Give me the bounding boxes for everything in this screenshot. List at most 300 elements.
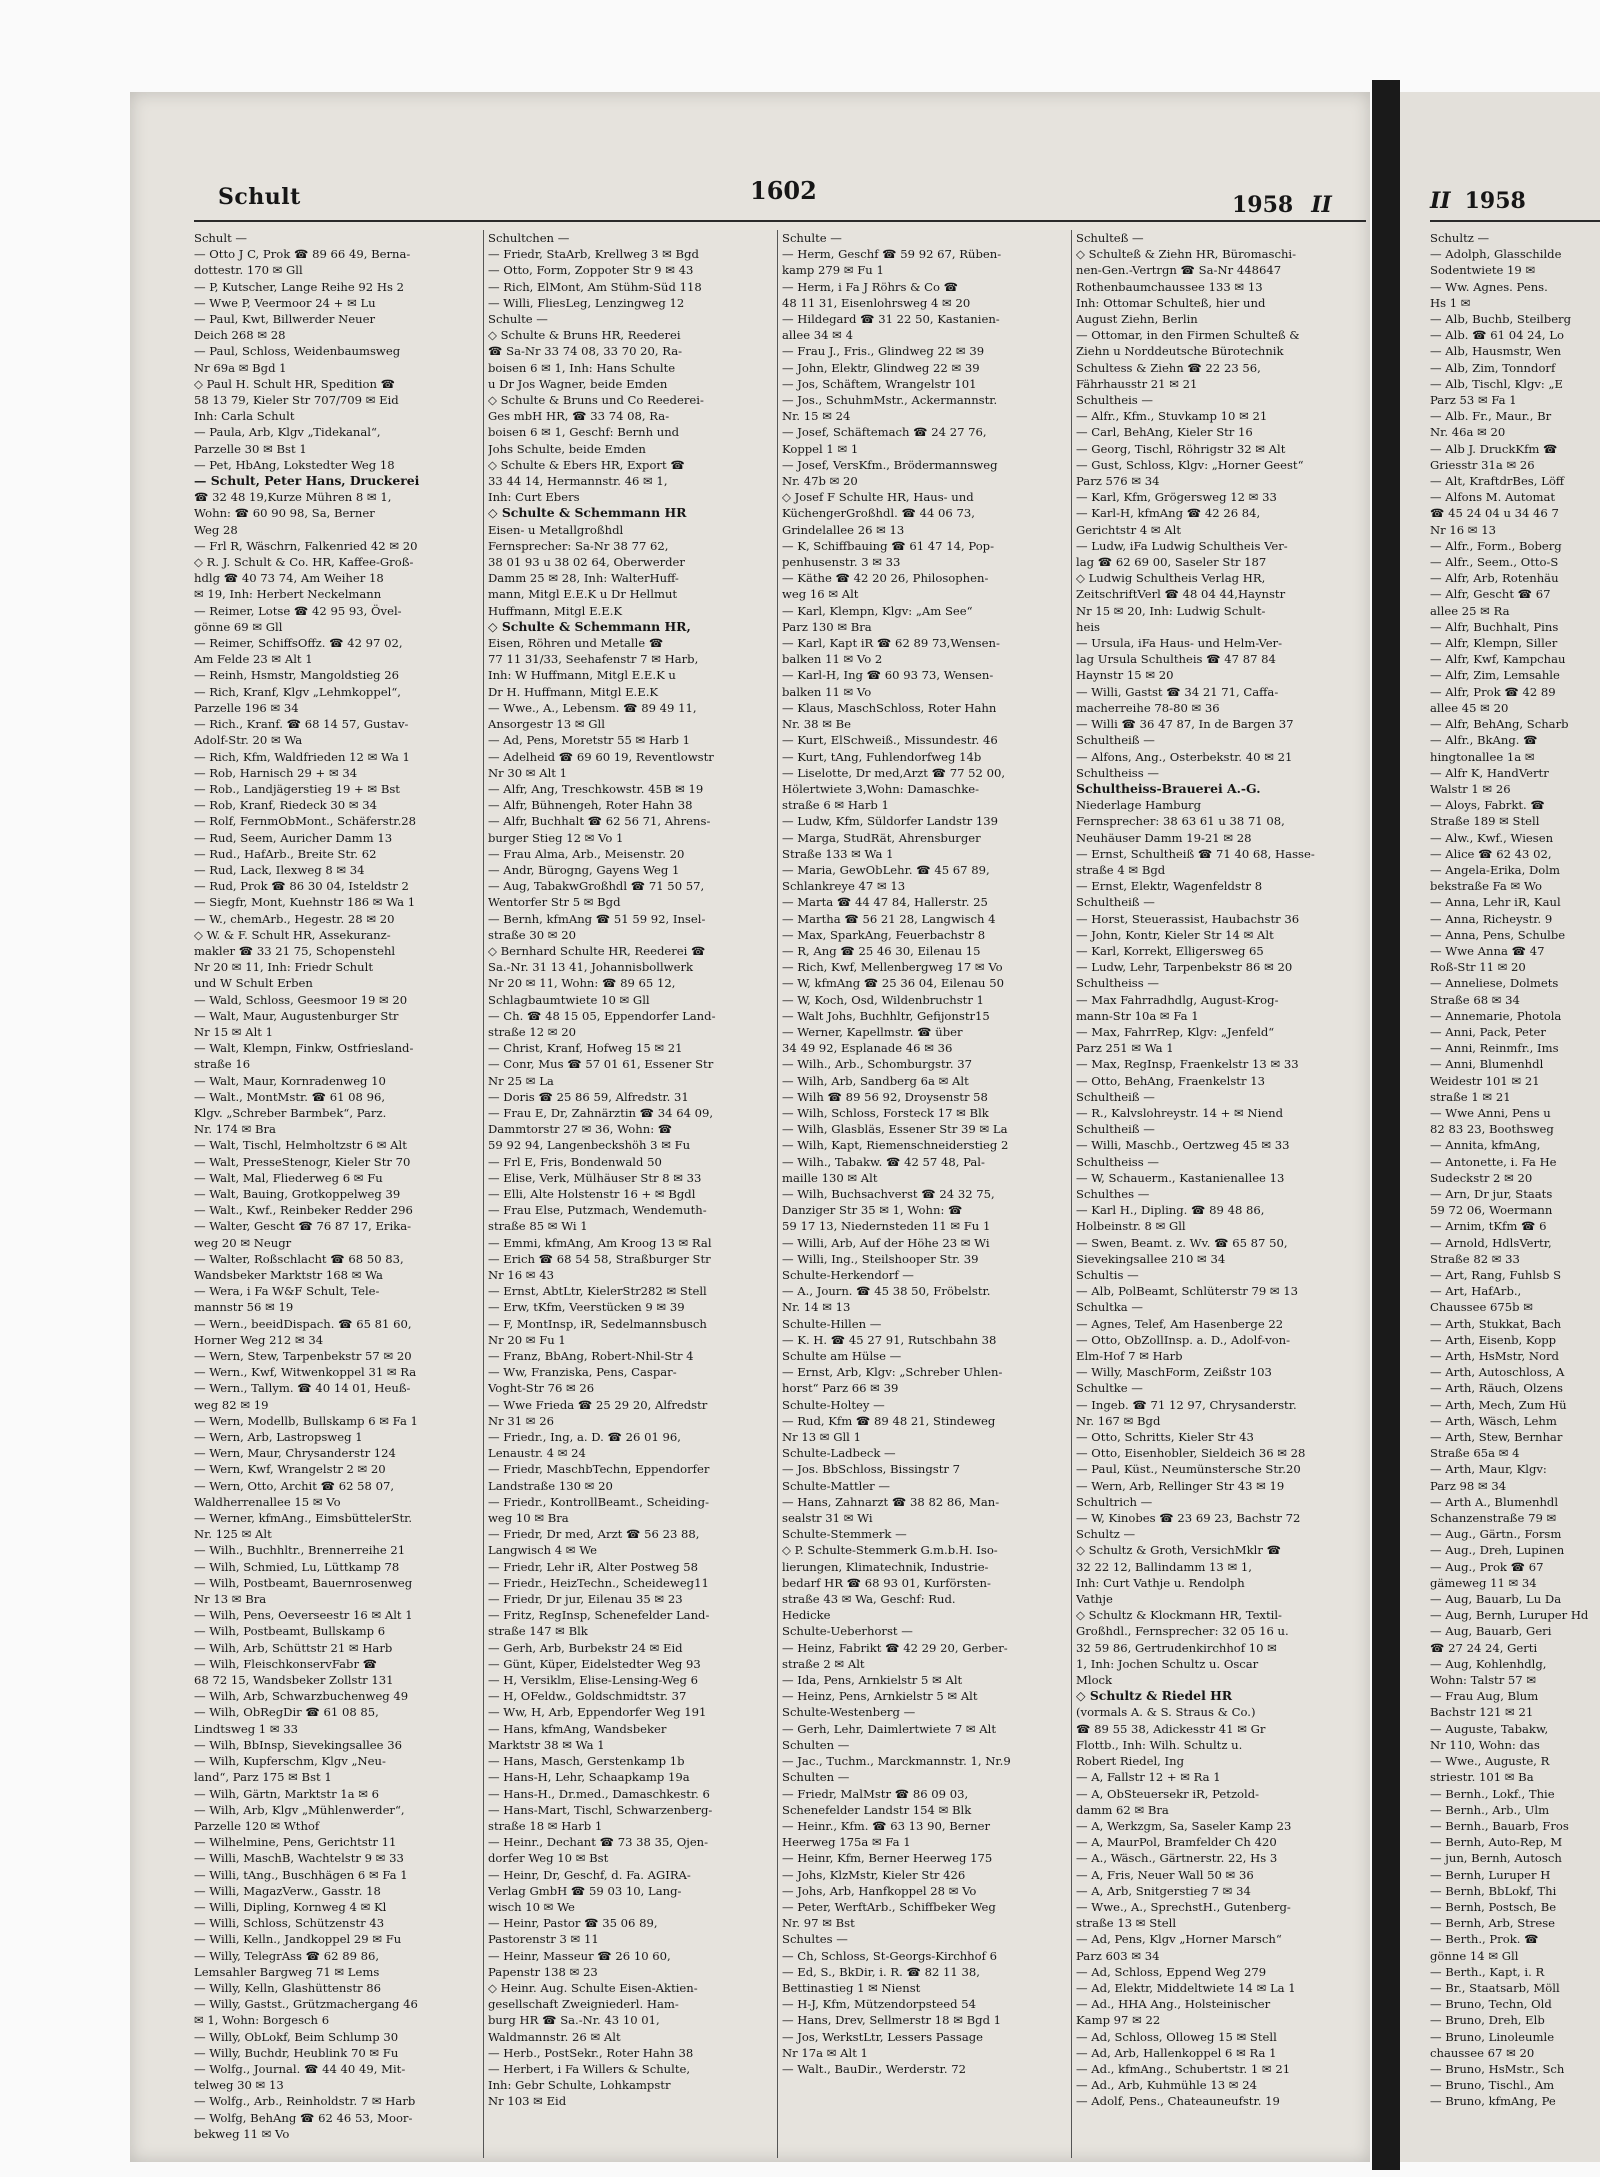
directory-entry-line: — Wilh, Kupferschm, Klgv „Neu-	[194, 1754, 386, 1769]
directory-entry-line: Adolf-Str. 20 ✉ Wa	[194, 733, 303, 748]
directory-entry-line: — Wilh., Tabakw. ☎ 42 57 48, Pal-	[782, 1154, 985, 1169]
facing-entry-line: — Br., Staatsarb, Möll	[1430, 1980, 1560, 1995]
facing-entry-line: — Art, HafArb.,	[1430, 1284, 1522, 1299]
directory-entry-line: lag ☎ 62 69 00, Saseler Str 187	[1076, 555, 1267, 570]
facing-entry-line: Straße 189 ✉ Stell	[1430, 814, 1540, 829]
directory-entry-line: Ges mbH HR, ☎ 33 74 08, Ra-	[488, 409, 670, 424]
directory-entry-line: Robert Riedel, Ing	[1076, 1754, 1185, 1769]
directory-entry-line: Nr. 97 ✉ Bst	[782, 1916, 855, 1931]
facing-entry-line: — Bruno, Dreh, Elb	[1430, 2013, 1545, 2028]
directory-entry-line: — Kurt, tAng, Fuhlendorfweg 14b	[782, 749, 982, 764]
directory-entry-line: — Karl-H, kfmAng ☎ 42 26 84,	[1076, 506, 1261, 521]
directory-entry-line: — Jos, WerkstLtr, Lessers Passage	[782, 2029, 984, 2044]
directory-entry-line: — Willi ☎ 36 47 87, In de Bargen 37	[1076, 717, 1294, 732]
directory-entry-line: — Wolfg., Arb., Reinholdstr. 7 ✉ Harb	[194, 2094, 416, 2109]
directory-entry-line: — Willi, MaschB, Wachtelstr 9 ✉ 33	[194, 1851, 404, 1866]
facing-entry-line: allee 45 ✉ 20	[1430, 700, 1509, 715]
directory-entry-line: boisen 6 ✉ 1, Inh: Hans Schulte	[488, 360, 676, 375]
facing-entry-line: — Bruno, Tischl., Am	[1430, 2078, 1555, 2093]
directory-entry-line: — Jos., SchuhmMstr., Ackermannstr.	[782, 393, 998, 408]
directory-entry-line: — Wern, Kwf, Wrangelstr 2 ✉ 20	[194, 1462, 386, 1477]
directory-entry-line: Nr 20 ✉ Fu 1	[488, 1332, 566, 1347]
directory-entry-line: Fernsprecher: 38 63 61 u 38 71 08,	[1076, 814, 1285, 829]
column-1	[194, 230, 478, 2158]
directory-entry-line: Sievekingsallee 210 ✉ 34	[1076, 1251, 1226, 1266]
directory-entry-line: Nr. 174 ✉ Bra	[194, 1122, 276, 1137]
directory-entry-line: — Wilh, Arb, Sandberg 6a ✉ Alt	[782, 1073, 969, 1088]
directory-entry-line: Horner Weg 212 ✉ 34	[194, 1332, 324, 1347]
directory-entry-line: — Willi, Dipling, Kornweg 4 ✉ Kl	[194, 1899, 387, 1914]
directory-entry-line: — Ursula, iFa Haus- und Helm-Ver-	[1076, 636, 1283, 651]
directory-entry-line: Inh: Curt Ebers	[488, 490, 580, 505]
directory-entry-line: Schlankreye 47 ✉ 13	[782, 879, 906, 894]
directory-entry-line: Nr 69a ✉ Bgd 1	[194, 360, 287, 375]
directory-entry-line: straße 16	[194, 1057, 251, 1072]
directory-entry-line: — Frau E, Dr, Zahnärztin ☎ 34 64 09,	[488, 1105, 714, 1120]
directory-entry-line: — A, MaurPol, Bramfelder Ch 420	[1076, 1835, 1277, 1850]
directory-entry-line: — Doris ☎ 25 86 59, Alfredstr. 31	[488, 1089, 689, 1104]
directory-entry-line: Parzelle 30 ✉ Bst 1	[194, 441, 307, 456]
directory-entry-line: Schultheiß —	[1076, 1089, 1155, 1104]
directory-entry-line: — Wilh, Postbeamt, Bauernrosenweg	[194, 1575, 413, 1590]
directory-entry-line: allee 34 ✉ 4	[782, 328, 853, 343]
facing-entry-line: — Frau Aug, Blum	[1430, 1689, 1539, 1704]
directory-entry-line: — Marta ☎ 44 47 84, Hallerstr. 25	[782, 895, 988, 910]
directory-entry-line: Schultis —	[1076, 1268, 1139, 1282]
directory-entry-line: Inh: W Huffmann, Mitgl E.E.K u	[488, 668, 676, 683]
directory-entry-line: — Ww, Franziska, Pens, Caspar-	[488, 1365, 677, 1380]
directory-entry-line: Schultheiss-Brauerei A.-G.	[1076, 780, 1261, 796]
directory-entry-line: — Wolfg., Journal. ☎ 44 40 49, Mit-	[194, 2061, 406, 2076]
facing-entry-line: — Anna, Lehr iR, Kaul	[1430, 895, 1561, 910]
directory-entry-line: — A, Werkzgm, Sa, Saseler Kamp 23	[1076, 1818, 1292, 1833]
facing-entry-line: — Annita, kfmAng,	[1430, 1138, 1541, 1153]
directory-entry-line: Dammtorstr 27 ✉ 36, Wohn: ☎	[488, 1122, 673, 1137]
directory-entry-line: — Hans, Drev, Sellmerstr 18 ✉ Bgd 1	[782, 2013, 1002, 2028]
directory-entry-line: — Ernst, Elektr, Wagenfeldstr 8	[1076, 879, 1263, 894]
directory-entry-line: Großhdl., Fernsprecher: 32 05 16 u.	[1076, 1624, 1289, 1639]
directory-entry-line: August Ziehn, Berlin	[1076, 312, 1198, 327]
directory-entry-line: — Wilh, Kapt, Riemenschneiderstieg 2	[782, 1138, 1009, 1153]
facing-entry-line: striestr. 101 ✉ Ba	[1430, 1770, 1534, 1785]
directory-entry-line: Ziehn u Norddeutsche Bürotechnik	[1076, 344, 1284, 359]
facing-entry-line: — Alb J. DruckKfm ☎	[1430, 441, 1558, 456]
directory-entry-line: straße 6 ✉ Harb 1	[782, 798, 889, 813]
directory-entry-line: — Adelheid ☎ 69 60 19, Reventlowstr	[488, 749, 714, 764]
directory-entry-line: — A., Wäsch., Gärtnerstr. 22, Hs 3	[1076, 1851, 1278, 1866]
facing-entry-line: — Aug., Prok ☎ 67	[1430, 1559, 1544, 1574]
facing-entry-line: — Arth A., Blumenhdl	[1430, 1494, 1559, 1509]
facing-entry-line: — Anni, Blumenhdl	[1430, 1057, 1544, 1072]
facing-entry-line: — Anna, Pens, Schulbe	[1430, 927, 1566, 942]
directory-entry-line: Parz 603 ✉ 34	[1076, 1948, 1160, 1963]
directory-entry-line: Lindtsweg 1 ✉ 33	[194, 1721, 299, 1736]
directory-entry-line: — Christ, Kranf, Hofweg 15 ✉ 21	[488, 1041, 683, 1056]
directory-entry-line: — John, Kontr, Kieler Str 14 ✉ Alt	[1076, 927, 1274, 942]
directory-entry-line: Danziger Str 35 ✉ 1, Wohn: ☎	[782, 1203, 963, 1218]
directory-entry-line: weg 82 ✉ 19	[194, 1397, 269, 1412]
directory-entry-line: Nr 13 ✉ Bra	[194, 1592, 267, 1607]
directory-entry-line: — Rud, Prok ☎ 86 30 04, Isteldstr 2	[194, 879, 409, 894]
directory-entry-line: Neuhäuser Damm 19-21 ✉ 28	[1076, 830, 1252, 845]
directory-entry-line: — Rich., Kranf. ☎ 68 14 57, Gustav-	[194, 717, 409, 732]
directory-entry-line: straße 2 ✉ Alt	[782, 1656, 865, 1671]
facing-entry-line: — Bernh, Auto-Rep, M	[1430, 1835, 1563, 1850]
directory-entry-line: ◇ Schultz & Klockmann HR, Textil-	[1076, 1608, 1282, 1623]
directory-entry-line: — Erw, tKfm, Veerstücken 9 ✉ 39	[488, 1300, 685, 1315]
directory-entry-line: — Willy, ObLokf, Beim Schlump 30	[194, 2029, 399, 2044]
directory-entry-line: horst“ Parz 66 ✉ 39	[782, 1381, 899, 1396]
directory-entry-line: — Agnes, Telef, Am Hasenberge 22	[1076, 1316, 1284, 1331]
directory-entry-line: — Frau J., Fris., Glindweg 22 ✉ 39	[782, 344, 985, 359]
directory-entry-line: — Martha ☎ 56 21 28, Langwisch 4	[782, 911, 996, 926]
directory-entry-line: Rothenbaumchaussee 133 ✉ 13	[1076, 279, 1263, 294]
directory-entry-line: — Wald, Schloss, Geesmoor 19 ✉ 20	[194, 992, 408, 1007]
directory-entry-line: — Otto, Eisenhobler, Sieldeich 36 ✉ 28	[1076, 1446, 1306, 1461]
column-divider	[483, 230, 484, 2158]
directory-entry-line: — Rud., HafArb., Breite Str. 62	[194, 846, 377, 861]
directory-entry-line: 59 17 13, Niedernsteden 11 ✉ Fu 1	[782, 1219, 991, 1234]
directory-entry-line: — Ad., HHA Ang., Holsteinischer	[1076, 1997, 1271, 2012]
directory-entry-line: (vormals A. & S. Straus & Co.)	[1076, 1705, 1256, 1720]
directory-entry-line: — Friedr, Lehr iR, Alter Postweg 58	[488, 1559, 698, 1574]
directory-entry-line: Koppel 1 ✉ 1	[782, 441, 859, 456]
facing-entry-line: — Alfr K, HandVertr	[1430, 765, 1549, 780]
facing-entry-line: — Alfons M. Automat	[1430, 490, 1556, 505]
directory-entry-line: — Willi, Arb, Auf der Höhe 23 ✉ Wi	[782, 1235, 990, 1250]
directory-entry-line: — Heinr, Masseur ☎ 26 10 60,	[488, 1948, 671, 1963]
directory-entry-line: penhusenstr. 3 ✉ 33	[782, 555, 901, 570]
directory-entry-line: sealstr 31 ✉ Wi	[782, 1511, 873, 1526]
directory-entry-line: Schultheiß —	[1076, 895, 1155, 910]
directory-entry-line: — Wilh., Arb., Schomburgstr. 37	[782, 1057, 973, 1072]
directory-entry-line: 34 49 92, Esplanade 46 ✉ 36	[782, 1041, 953, 1056]
facing-entry-line: ☎ 45 24 04 u 34 46 7	[1430, 506, 1559, 521]
directory-entry-line: Schulthes —	[1076, 1186, 1150, 1201]
directory-entry-line: — Andr, Bürogng, Gayens Weg 1	[488, 862, 680, 877]
directory-entry-line: — Rob., Landjägerstieg 19 + ✉ Bst	[194, 781, 400, 796]
directory-entry-line: Schlagbaumtwiete 10 ✉ Gll	[488, 992, 650, 1007]
directory-entry-line: — Friedr., KontrollBeamt., Scheiding-	[488, 1494, 709, 1509]
directory-entry-line: 59 92 94, Langenbeckshöh 3 ✉ Fu	[488, 1138, 691, 1153]
directory-entry-line: nen-Gen.-Vertrgn ☎ Sa-Nr 448647	[1076, 263, 1282, 278]
directory-entry-line: Nr. 38 ✉ Be	[782, 717, 852, 732]
directory-entry-line: ◇ Paul H. Schult HR, Spedition ☎	[194, 376, 396, 391]
facing-entry-line: — Alfr, Zim, Lemsahle	[1430, 668, 1560, 683]
directory-entry-line: — Ludw, Lehr, Tarpenbekstr 86 ✉ 20	[1076, 960, 1293, 975]
directory-entry-line: — Herm, i Fa J Röhrs & Co ☎	[782, 279, 959, 294]
facing-entry-line: — Alb, Hausmstr, Wen	[1430, 344, 1562, 359]
directory-entry-line: — K, Schiffbauing ☎ 61 47 14, Pop-	[782, 538, 995, 553]
directory-entry-line: ◇ Schultz & Groth, VersichMklr ☎	[1076, 1543, 1282, 1558]
directory-entry-line: Schultheiß —	[1076, 733, 1155, 748]
facing-entry-line: — Alfr., Seem., Otto-S	[1430, 555, 1559, 570]
facing-entry-line: Hs 1 ✉	[1430, 295, 1471, 310]
facing-entry-line: Nr 16 ✉ 13	[1430, 522, 1496, 537]
directory-entry-line: Nr 30 ✉ Alt 1	[488, 765, 568, 780]
directory-entry-line: Schultheiss —	[1076, 976, 1159, 991]
directory-entry-line: ◇ Schulte & Schemmann HR	[488, 505, 687, 521]
directory-entry-line: — Kurt, ElSchweiß., Missundestr. 46	[782, 733, 998, 748]
directory-entry-line: — Peter, WerftArb., Schiffbeker Weg	[782, 1899, 996, 1914]
directory-entry-line: — Rob, Kranf, Riedeck 30 ✉ 34	[194, 798, 377, 813]
directory-entry-line: 68 72 15, Wandsbeker Zollstr 131	[194, 1673, 394, 1688]
directory-entry-line: makler ☎ 33 21 75, Schopenstehl	[194, 943, 396, 958]
facing-entry-line: — Alt, KraftdrBes, Löff	[1430, 474, 1565, 489]
directory-entry-line: — Willy, Kelln, Glashüttenstr 86	[194, 1980, 381, 1995]
directory-entry-line: — Walt, Klempn, Finkw, Ostfriesland-	[194, 1041, 414, 1056]
directory-entry-line: — A, Fallstr 12 + ✉ Ra 1	[1076, 1770, 1221, 1785]
directory-entry-line: 32 59 86, Gertrudenkirchhof 10 ✉	[1076, 1640, 1277, 1655]
directory-entry-line: Eisen- u Metallgroßhdl	[488, 522, 624, 537]
directory-entry-line: — Heinr., Kfm. ☎ 63 13 90, Berner	[782, 1818, 990, 1833]
directory-entry-line: — Walt, Maur, Kornradenweg 10	[194, 1073, 386, 1088]
directory-entry-line: — Walt, Mal, Fliederweg 6 ✉ Fu	[194, 1170, 383, 1185]
directory-entry-line: — Horst, Steuerassist, Haubachstr 36	[1076, 911, 1300, 926]
facing-entry-line: — Alfr, BehAng, Scharb	[1430, 717, 1569, 732]
directory-entry-line: — Wern, Maur, Chrysanderstr 124	[194, 1446, 396, 1461]
directory-entry-line: — Willi, tAng., Buschhägen 6 ✉ Fa 1	[194, 1867, 408, 1882]
directory-entry-line: mann-Str 10a ✉ Fa 1	[1076, 1008, 1199, 1023]
directory-entry-line: Klgv. „Schreber Barmbek“, Parz.	[194, 1105, 387, 1120]
facing-entry-line: — Alfr, Kwf, Kampchau	[1430, 652, 1566, 667]
directory-entry-line: macherreihe 78-80 ✉ 36	[1076, 700, 1220, 715]
facing-entry-line: — Anna, Richeystr. 9	[1430, 911, 1553, 926]
facing-entry-line: — Aug., Dreh, Lupinen	[1430, 1543, 1565, 1558]
directory-entry-line: — Wolfg, BehAng ☎ 62 46 53, Moor-	[194, 2110, 413, 2125]
directory-entry-line: — Werner, Kapellmstr. ☎ über	[782, 1024, 963, 1039]
directory-entry-line: Sa.-Nr. 31 13 41, Johannisbollwerk	[488, 960, 694, 975]
directory-columns	[194, 230, 1366, 2158]
facing-entry-line: — Alfr., BkAng. ☎	[1430, 733, 1538, 748]
facing-year-label: 1958	[1464, 188, 1526, 214]
directory-entry-line: — Elise, Verk, Mülhäuser Str 8 ✉ 33	[488, 1170, 702, 1185]
directory-entry-line: Nr 13 ✉ Gll 1	[782, 1430, 861, 1445]
directory-entry-line: ◇ Bernhard Schulte HR, Reederei ☎	[488, 943, 706, 958]
directory-entry-line: u Dr Jos Wagner, beide Emden	[488, 376, 668, 391]
directory-entry-line: — Ad, Pens, Klgv „Horner Marsch“	[1076, 1932, 1282, 1947]
directory-entry-line: — Elli, Alte Holstenstr 16 + ✉ Bgdl	[488, 1186, 696, 1201]
directory-entry-line: — H, OFeldw., Goldschmidtstr. 37	[488, 1689, 687, 1704]
directory-entry-line: — Karl-H, Ing ☎ 60 93 73, Wensen-	[782, 668, 994, 683]
directory-entry-line: — Werner, kfmAng., EimsbüttelerStr.	[194, 1511, 413, 1526]
facing-entry-line: Wohn: Talstr 57 ✉	[1430, 1673, 1537, 1688]
directory-entry-line: — Frau Alma, Arb., Meisenstr. 20	[488, 846, 685, 861]
directory-entry-line: — Gerh, Lehr, Daimlertwiete 7 ✉ Alt	[782, 1721, 997, 1736]
directory-entry-line: — Ch. ☎ 48 15 05, Eppendorfer Land-	[488, 1008, 716, 1023]
directory-entry-line: 58 13 79, Kieler Str 707/709 ✉ Eid	[194, 393, 399, 408]
directory-entry-line: straße 30 ✉ 20	[488, 927, 576, 942]
facing-entry-line: — Arn, Dr jur, Staats	[1430, 1186, 1553, 1201]
directory-entry-line: — Hildegard ☎ 31 22 50, Kastanien-	[782, 312, 1000, 327]
directory-entry-line: Schultess & Ziehn ☎ 22 23 56,	[1076, 360, 1261, 375]
directory-entry-line: — Wilh, Arb, Schüttstr 21 ✉ Harb	[194, 1640, 393, 1655]
directory-entry-line: Grindelallee 26 ✉ 13	[782, 522, 905, 537]
column-2	[488, 230, 772, 2158]
facing-entry-line: — Arth, Räuch, Olzens	[1430, 1381, 1563, 1396]
directory-entry-line: lag Ursula Schultheis ☎ 47 87 84	[1076, 652, 1276, 667]
facing-entry-line: chaussee 67 ✉ 20	[1430, 2045, 1535, 2060]
directory-entry-line: — Hans, kfmAng, Wandsbeker	[488, 1721, 667, 1736]
directory-entry-line: Nr 17a ✉ Alt 1	[782, 2045, 868, 2060]
facing-entry-line: — Aug, Bernh, Luruper Hd	[1430, 1608, 1589, 1623]
directory-entry-line: — Carl, BehAng, Kieler Str 16	[1076, 425, 1253, 440]
directory-entry-line: — Frl E, Fris, Bondenwald 50	[488, 1154, 662, 1169]
directory-entry-line: — Aug, TabakwGroßhdl ☎ 71 50 57,	[488, 879, 705, 894]
directory-entry-line: Schulte-Hillen —	[782, 1316, 882, 1331]
directory-entry-line: — Otto, BehAng, Fraenkelstr 13	[1076, 1073, 1265, 1088]
directory-entry-line: Ansorgestr 13 ✉ Gll	[488, 717, 605, 732]
facing-column	[1430, 230, 1600, 2110]
facing-entry-line: — Alb, Zim, Tonndorf	[1430, 360, 1556, 375]
directory-entry-line: 32 22 12, Ballindamm 13 ✉ 1,	[1076, 1559, 1252, 1574]
directory-entry-line: — Swen, Beamt. z. Wv. ☎ 65 87 50,	[1076, 1235, 1288, 1250]
directory-entry-line: — Wilh, FleischkonservFabr ☎	[194, 1656, 378, 1671]
directory-entry-line: kamp 279 ✉ Fu 1	[782, 263, 884, 278]
directory-entry-line: Schulteß —	[1076, 231, 1144, 245]
directory-entry-line: — Wern., Tallym. ☎ 40 14 01, Heuß-	[194, 1381, 411, 1396]
column-4	[1076, 230, 1360, 2158]
directory-entry-line: Nr 103 ✉ Eid	[488, 2094, 567, 2109]
facing-entry-line: Walstr 1 ✉ 26	[1430, 781, 1511, 796]
facing-entry-line: — Arth, Wäsch, Lehm	[1430, 1413, 1557, 1428]
directory-entry-line: bedarf HR ☎ 68 93 01, Kurförsten-	[782, 1575, 991, 1590]
directory-entry-line: — W, Schauerm., Kastanienallee 13	[1076, 1170, 1285, 1185]
directory-entry-line: Am Felde 23 ✉ Alt 1	[194, 652, 313, 667]
facing-entry-line: Schanzenstraße 79 ✉	[1430, 1511, 1557, 1526]
directory-entry-line: — Wwe P, Veermoor 24 + ✉ Lu	[194, 295, 376, 310]
facing-entry-line: — Alb, Buchb, Steilberg	[1430, 312, 1572, 327]
facing-entry-line: — Arth, HsMstr, Nord	[1430, 1349, 1559, 1364]
facing-entry-line: — Alfr, Klempn, Siller	[1430, 636, 1558, 651]
directory-entry-line: Schulte-Ladbeck —	[782, 1446, 896, 1461]
facing-entry-line: 82 83 23, Boothsweg	[1430, 1122, 1554, 1137]
directory-entry-line: Schulten —	[782, 1737, 850, 1752]
directory-entry-line: — R, Ang ☎ 25 46 30, Eilenau 15	[782, 943, 981, 958]
directory-entry-line: weg 10 ✉ Bra	[488, 1511, 569, 1526]
directory-entry-line: — Ad, Schloss, Eppend Weg 279	[1076, 1964, 1267, 1979]
directory-entry-line: — P, Kutscher, Lange Reihe 92 Hs 2	[194, 279, 404, 294]
directory-entry-line: Dr H. Huffmann, Mitgl E.E.K	[488, 684, 659, 699]
directory-entry-line: — Wern, Otto, Archit ☎ 62 58 07,	[194, 1478, 395, 1493]
directory-entry-line: — Friedr, Dr med, Arzt ☎ 56 23 88,	[488, 1527, 700, 1542]
facing-entry-line: Parz 98 ✉ 34	[1430, 1478, 1507, 1493]
directory-entry-line: — Frl R, Wäschrn, Falkenried 42 ✉ 20	[194, 538, 418, 553]
facing-entry-line: — Auguste, Tabakw,	[1430, 1721, 1549, 1736]
facing-entry-line: — Alfr, Buchhalt, Pins	[1430, 619, 1559, 634]
directory-entry-line: — Rud, Seem, Auricher Damm 13	[194, 830, 393, 845]
directory-entry-line: — Walt., BauDir., Werderstr. 72	[782, 2061, 966, 2076]
directory-entry-line: — Paul, Küst., Neumünstersche Str.20	[1076, 1462, 1301, 1477]
directory-entry-line: — Heinr, Kfm, Berner Heerweg 175	[782, 1851, 993, 1866]
directory-entry-line: — Georg, Tischl, Röhrigstr 32 ✉ Alt	[1076, 441, 1286, 456]
facing-entry-line: — Arth, Maur, Klgv:	[1430, 1462, 1547, 1477]
directory-entry-line: Schulte —	[782, 231, 842, 245]
directory-entry-line: — Wilh, ObRegDir ☎ 61 08 85,	[194, 1705, 379, 1720]
directory-entry-line: — H-J, Kfm, Mützendorpsteed 54	[782, 1997, 976, 2012]
directory-entry-line: — Rich, Kranf, Klgv „Lehmkoppel“,	[194, 684, 401, 699]
directory-entry-line: — Wwe., A., SprechstH., Gutenberg-	[1076, 1899, 1291, 1914]
column-divider	[777, 230, 778, 2158]
directory-entry-line: Nr. 15 ✉ 24	[782, 409, 851, 424]
directory-entry-line: — Wern, Modellb, Bullskamp 6 ✉ Fa 1	[194, 1413, 418, 1428]
directory-entry-line: — Liselotte, Dr med,Arzt ☎ 77 52 00,	[782, 765, 1006, 780]
directory-entry-line: — Ad, Schloss, Olloweg 15 ✉ Stell	[1076, 2029, 1277, 2044]
facing-entry-line: — Alb. Fr., Maur., Br	[1430, 409, 1552, 424]
facing-entry-line: — Alfr., Form., Boberg	[1430, 538, 1562, 553]
directory-entry-line: ◇ P. Schulte-Stemmerk G.m.b.H. Iso-	[782, 1543, 998, 1558]
facing-entry-line: — Berth., Prok. ☎	[1430, 1932, 1539, 1947]
directory-entry-line: Parz 251 ✉ Wa 1	[1076, 1041, 1174, 1056]
directory-entry-line: Schenefelder Landstr 154 ✉ Blk	[782, 1802, 972, 1817]
directory-entry-line: — Herb., PostSekr., Roter Hahn 38	[488, 2045, 694, 2060]
directory-entry-line: — Alfr, Bühnengeh, Roter Hahn 38	[488, 798, 693, 813]
directory-entry-line: — Karl, Kapt iR ☎ 62 89 73,Wensen-	[782, 636, 1000, 651]
directory-entry-line: — Max, RegInsp, Fraenkelstr 13 ✉ 33	[1076, 1057, 1299, 1072]
year-label: 1958	[1232, 192, 1294, 218]
directory-entry-line: Papenstr 138 ✉ 23	[488, 1964, 598, 1979]
directory-entry-line: 1, Inh: Jochen Schultz u. Oscar	[1076, 1656, 1259, 1671]
directory-entry-line: Kamp 97 ✉ 22	[1076, 2013, 1161, 2028]
directory-entry-line: — Willi, Ing., Steilshooper Str. 39	[782, 1251, 979, 1266]
facing-entry-line: — Alb, Tischl, Klgv: „E	[1430, 376, 1563, 391]
directory-entry-line: — Marga, StudRät, Ahrensburger	[782, 830, 981, 845]
directory-entry-line: — Gust, Schloss, Klgv: „Horner Geest“	[1076, 457, 1304, 472]
facing-entry-line: 59 72 06, Woermann	[1430, 1203, 1553, 1218]
directory-entry-line: ◇ Schulte & Ebers HR, Export ☎	[488, 457, 685, 472]
directory-entry-line: — Wilhelmine, Pens, Gerichtstr 11	[194, 1835, 397, 1850]
directory-entry-line: — Jac., Tuchm., Marckmannstr. 1, Nr.9	[782, 1754, 1011, 1769]
directory-entry-line: — Walter, Roßschlacht ☎ 68 50 83,	[194, 1251, 404, 1266]
directory-entry-line: Nr 20 ✉ 11, Wohn: ☎ 89 65 12,	[488, 976, 676, 991]
directory-entry-line: — Emmi, kfmAng, Am Kroog 13 ✉ Ral	[488, 1235, 712, 1250]
directory-entry-line: Nr 16 ✉ 43	[488, 1268, 554, 1282]
directory-entry-line: weg 20 ✉ Neugr	[194, 1235, 292, 1250]
directory-entry-line: — Ad, Elektr, Middeltwiete 14 ✉ La 1	[1076, 1980, 1296, 1995]
directory-entry-line: Schultrich —	[1076, 1494, 1153, 1509]
page-number: 1602	[750, 176, 817, 205]
directory-entry-line: — Willi, Schloss, Schützenstr 43	[194, 1916, 385, 1931]
facing-entry-line: — Arth, Stukkat, Bach	[1430, 1316, 1562, 1331]
facing-volume-label: II	[1430, 188, 1451, 214]
directory-entry-line: — Alfr., Kfm., Stuvkamp 10 ✉ 21	[1076, 409, 1268, 424]
directory-entry-line: — W, Kinobes ☎ 23 69 23, Bachstr 72	[1076, 1511, 1301, 1526]
directory-entry-line: — Josef, VersKfm., Brödermannsweg	[782, 457, 998, 472]
directory-entry-line: — Walt., Kwf., Reinbeker Redder 296	[194, 1203, 413, 1218]
directory-entry-line: ◇ W. & F. Schult HR, Assekuranz-	[194, 927, 391, 942]
directory-entry-line: — A, ObSteuersekr iR, Petzold-	[1076, 1786, 1260, 1801]
facing-entry-line: — Bernh., Lokf., Thie	[1430, 1786, 1555, 1801]
directory-entry-line: 48 11 31, Eisenlohrsweg 4 ✉ 20	[782, 295, 971, 310]
directory-entry-line: straße 85 ✉ Wi 1	[488, 1219, 588, 1234]
directory-entry-line: — Wilh, Pens, Oeverseestr 16 ✉ Alt 1	[194, 1608, 413, 1623]
directory-entry-line: — Günt, Küper, Eidelstedter Weg 93	[488, 1656, 701, 1671]
directory-entry-line: — Rolf, FernmObMont., Schäferstr.28	[194, 814, 417, 829]
directory-entry-line: weg 16 ✉ Alt	[782, 587, 859, 602]
facing-entry-line: Straße 68 ✉ 34	[1430, 992, 1520, 1007]
directory-entry-line: — Siegfr, Mont, Kuehnstr 186 ✉ Wa 1	[194, 895, 416, 910]
directory-entry-line: heis	[1076, 619, 1100, 634]
facing-entry-line: — Bruno, Linoleumle	[1430, 2029, 1555, 2044]
facing-entry-line: Griesstr 31a ✉ 26	[1430, 457, 1535, 472]
facing-entry-line: — Arth, Stew, Bernhar	[1430, 1430, 1563, 1445]
directory-entry-line: Johs Schulte, beide Emden	[488, 441, 646, 456]
directory-entry-line: — Jos, Schäftem, Wrangelstr 101	[782, 376, 977, 391]
directory-entry-line: Wandsbeker Marktstr 168 ✉ Wa	[194, 1268, 383, 1282]
directory-entry-line: balken 11 ✉ Vo	[782, 684, 872, 699]
directory-entry-line: — Erich ☎ 68 54 58, Straßburger Str	[488, 1251, 711, 1266]
facing-entry-line: straße 1 ✉ 21	[1430, 1089, 1511, 1104]
